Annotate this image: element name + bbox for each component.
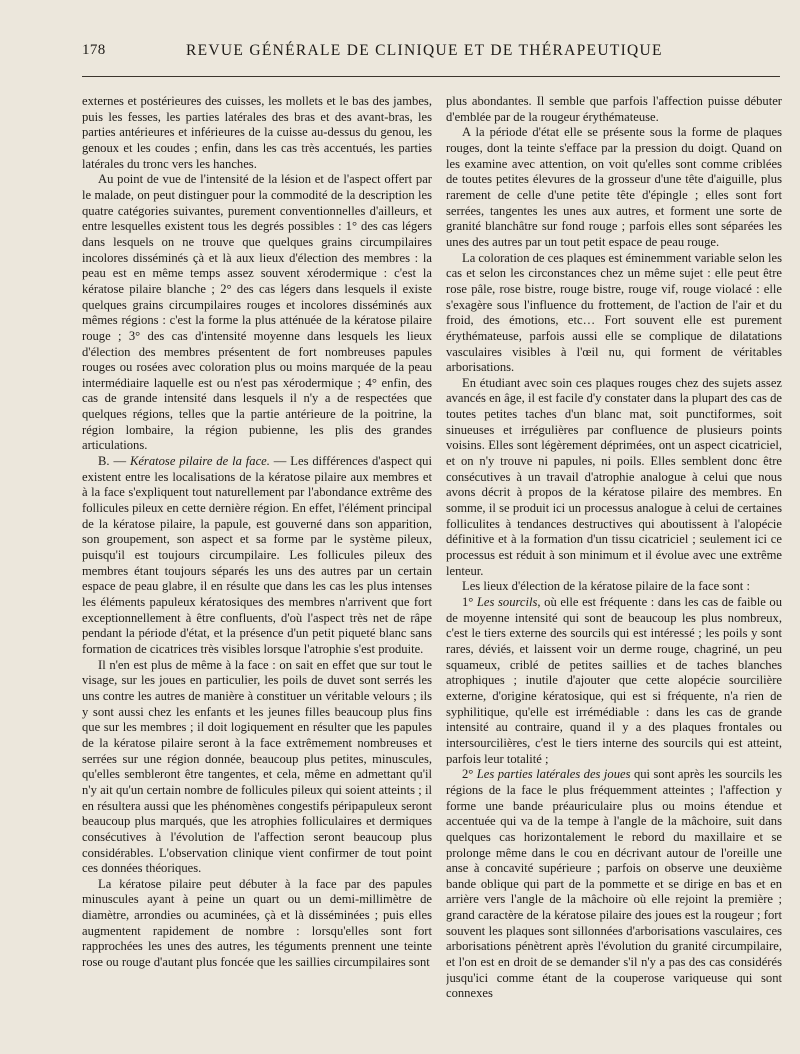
section-b-paragraph xyxy=(82,454,432,658)
section-label: B. — xyxy=(98,454,130,469)
section-heading: Kératose pilaire de la face. xyxy=(129,454,270,469)
paragraph: plus abondantes. Il semble que parfois l'affection puisse débuter d'emblée par de la rougeur érythémateuse. xyxy=(446,94,782,124)
section-text: — Les différences d'aspect qui existent entre les localisations de la kératose pilaire aux membres et à la face s'expliquent tout naturellement par l'abondance extrême des follicules pileux en cette dernière région. En effet, l'élément principal de la kératose pilaire, la papule, est gouverné dans son apparition, son groupement, son aspect et sa forme par le système pileux, puisqu'il est toujours circumpilaire. Les follicules pileux des membres étant toujours séparés les uns des autres par un certain espace de peau glabre, il en résulte que dans les cas les plus intenses les éléments papuleux kératosiques des membres n'arrivent que fort exceptionnellement à être confluents, d'où l'aspect très net de râpe pendant la période d'état, et la présence d'un petit piqueté blanc sans formation de cicatrices très visibles lorsque l'atrophie s'est produite. xyxy=(82,454,432,656)
paragraph: Les lieux d'élection de la kératose pilaire de la face sont : xyxy=(462,579,750,594)
paragraph: externes et postérieures des cuisses, les mollets et le bas des jambes, puis les fesses, les parties latérales des bras et des avant-bras, les parties antérieures et inférieures de la cuisse au-dessus du genou, les genoux et les coudes ; enfin, dans les cas très accentués, les parties latérales du tronc vers les hanches. xyxy=(82,94,432,171)
item-text: , où elle est fréquente : dans les cas de faible ou de moyenne intensité qui sont de beaucoup les plus nombreux, c'est le tiers externe des sourcils qui est intéressé ; les poils y sont rares, déviés, et laissent voir un derme rouge, chagriné, un peu squameux, criblé de petites saillies et de taches blanches atrophiques ; inutile d'ajouter que cette alopécie sourcilière externe, d'origine kératosique, qui est si fréquente, n'a rien de syphilitique, qu'elle est irrémédiable : dans les cas de grande intensité au contraire, quand il y a des plaques frontales ou intersourcilières, c'est le tiers interne des sourcils qui est atteint, parfois leur totalité ; xyxy=(446,595,782,766)
paragraph: La coloration de ces plaques est éminemment variable selon les cas et selon les circonstances chez un même sujet : elle peut être rose pâle, rose bistre, rouge bistre, rouge vif, rouge violacé : elle s'exagère sous l'influence du frottement, de l'action de l'air et du froid, des émotions, etc… Fort souvent elle est purement érythémateuse, parfois aussi elle se complique de dilatations vasculaires visibles à l'œil nu, qui forment de véritables arborisations. xyxy=(446,250,782,375)
page-number: 178 xyxy=(82,42,106,58)
paragraph: Au point de vue de l'intensité de la lésion et de l'aspect offert par le malade, on peut distinguer pour la commodité de la description les quatre catégories suivantes, purement conventionnelles d'ailleurs, et entre lesquelles existent tous les degrés possibles : 1° des cas légers dans lesquels on ne trouve que quelques grains circumpilaires incolores disséminés çà et là aux lieux d'élection des membres : la peau est en même temps assez souvent xérodermique : c'est la kératose pilaire blanche ; 2° des cas légers dans lesquels il existe quelques grains circumpilaires rouges et incolores disséminés aux mêmes régions : c'est la forme la plus atténuée de la kératose pilaire rouge ; 3° des cas d'intensité moyenne dans lesquels les lieux d'élection des membres présentent de fort nombreuses papules rouges ou rosées avec coloration plus ou moins marquée de la peau intermédiaire laquelle est ou n'est pas xérodermique ; 4° enfin, des cas de grande intensité dans lesquels il n'y a de respectées que quelques régions, telles que la partie antérieure de la poitrine, la région lombaire, la région pubienne, les plis des grandes articulations. xyxy=(82,172,432,453)
paragraph: A la période d'état elle se présente sous la forme de plaques rouges, dont la teinte s'efface par la pression du doigt. Quand on les examine avec attention, on voit qu'elles sont comme criblées de toutes petites élevures de la grosseur d'une tête d'aiguille, plus rarement de celle d'une petite tête d'épingle ; elles sont fort serrées, tangentes les unes aux autres, et forment une sorte de granité blanchâtre sur fond rouge ; parfois elles sont séparées les unes des autres par un tout petit espace de peau rouge. xyxy=(446,125,782,249)
paragraph: En étudiant avec soin ces plaques rouges chez des sujets assez avancés en âge, il est facile d'y constater dans la plupart des cas de toutes petites taches d'un blanc mat, soit punctiformes, soit sinueuses et irrégulières par confluence de plusieurs points voisins. Elles sont légèrement déprimées, ont un aspect cicatriciel, et on n'y trouve ni papules, ni poils. Elles semblent donc être consécutives à un travail d'atrophie analogue à celui que nous avons décrit à propos de la kératose pilaire des membres. En somme, il se produit ici un processus analogue à celui de certaines folliculites à tendances destructives qui aboutissent à l'alopécie définitive et à la formation d'un tissu cicatriciel ; seulement ici ce processus est réduit à son minimum et il évolue avec une extrême lenteur. xyxy=(446,375,782,578)
paragraph: La kératose pilaire peut débuter à la face par des papules minuscules ayant à peine un quart ou un demi-millimètre de diamètre, arrondies ou acuminées, çà et là disséminées ; puis elles augmentent rapidement de nombre : lorsqu'elles sont fort rapprochées les unes des autres, les téguments prennent une teinte rose ou rouge d'autant plus foncée que les saillies circumpilaires sont xyxy=(82,876,432,970)
item-number: 1° xyxy=(462,595,477,609)
paragraph: Il n'en est plus de même à la face : on sait en effet que sur tout le visage, sur les joues en particulier, les poils de duvet sont serrés les uns contre les autres de manière à constituer un véritable velours ; ils y sont aussi chez les enfants et les jeunes filles beaucoup plus fins que sur les membres ; il doit logiquement en résulter que les papules de la kératose pilaire seront à la face extrêmement nombreuses et serrées sur une région donnée, beaucoup plus petites, minuscules, qu'elles sembleront être tangentes, et cela, même en admettant qu'il n'y ait qu'un certain nombre de follicules pileux qui soient atteints ; il en résultera aussi que les phénomènes congestifs péripapuleux seront beaucoup plus marqués, que les atrophies folliculaires et dermiques consécutives à l'évolution de l'affection seront beaucoup plus considérables. L'observation clinique vient confirmer de tout point ces données théoriques. xyxy=(82,657,432,876)
list-item xyxy=(446,767,782,1002)
journal-title: REVUE GÉNÉRALE DE CLINIQUE ET DE THÉRAPEUTIQUE xyxy=(186,42,663,59)
left-column xyxy=(82,94,432,1042)
running-header xyxy=(82,40,772,64)
header-rule xyxy=(82,76,780,77)
list-item xyxy=(446,595,782,767)
item-text: qui sont après les sourcils les régions de la face le plus fréquemment atteintes ; l'affection y forme une bande préauriculaire plus ou moins étendue et accentuée qui va de la tempe à l'angle de la mâchoire, suit dans quelques cas horizontalement le rebord du maxillaire et se prolonge même dans le cou en décrivant autour de l'oreille une anse à concavité supérieure ; parfois on observe une deuxième bande oblique qui part de la pommette et se dirige en bas et en arrière vers l'angle de la mâchoire où elle rejoint la première ; grand caractère de la kératose pilaire des joues est la rougeur ; fort souvent les plaques sont sillonnées d'arborisations vasculaires, ces arborisations pénètrent après l'évolution du granité circumpilaire, et l'on est en droit de se demander s'il n'y a pas des cas considérés jusqu'ici comme étant de la couperose variqueuse qui sont connexes xyxy=(446,767,782,1001)
item-number: 2° xyxy=(462,767,477,782)
item-heading: Les sourcils xyxy=(476,595,538,609)
item-heading: Les parties latérales des joues xyxy=(476,767,631,782)
right-column xyxy=(446,94,782,1042)
